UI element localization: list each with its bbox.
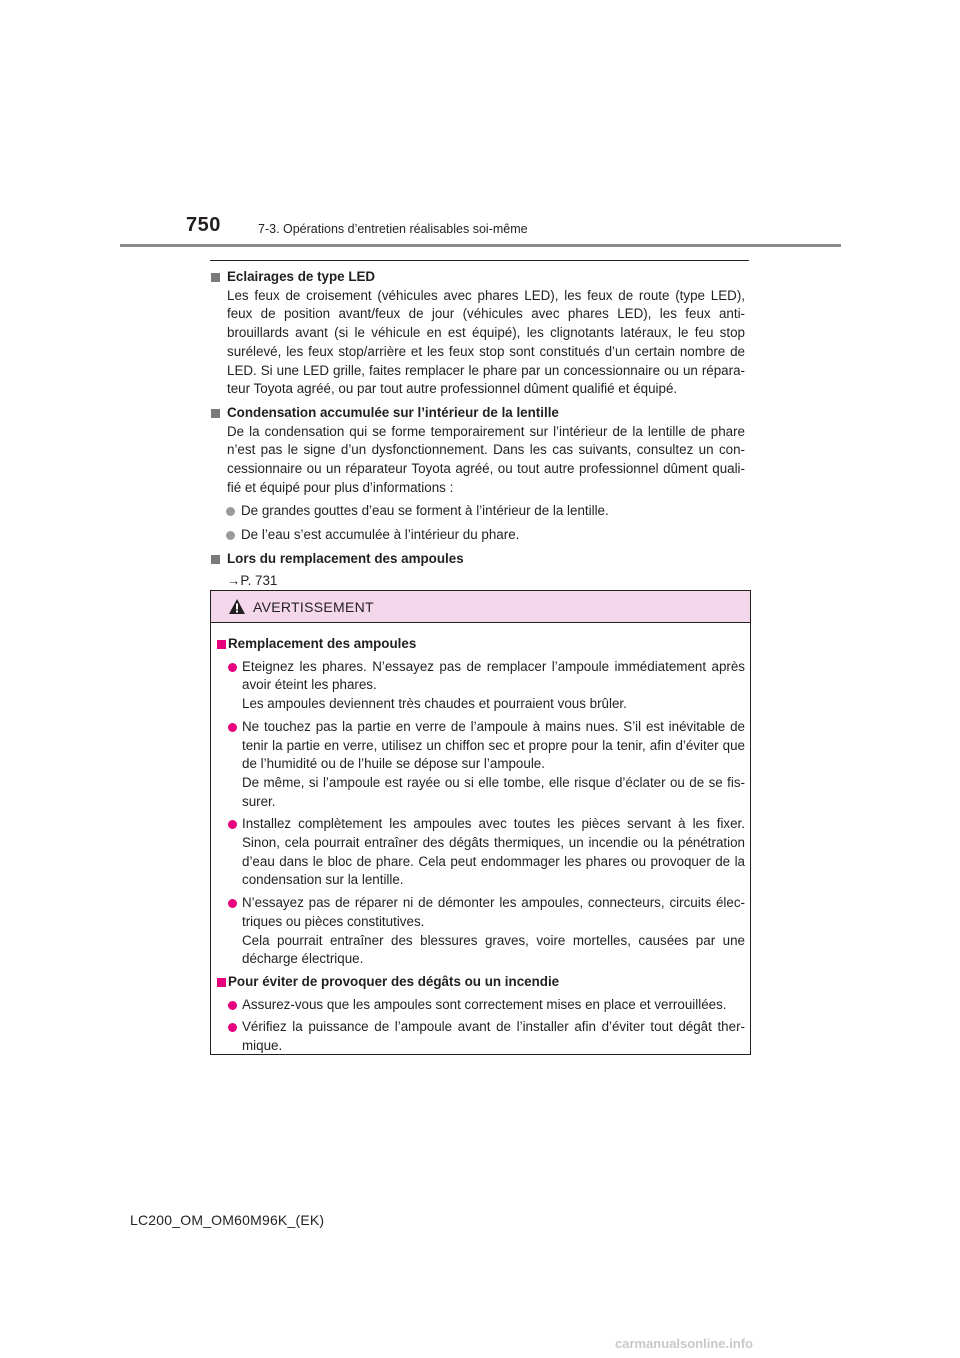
square-bullet-icon <box>217 978 226 987</box>
warning-box <box>210 590 751 1055</box>
watermark: carmanualsonline.info <box>615 1336 753 1351</box>
section-title: 7-3. Opérations d’entretien réalisables soi-même <box>258 222 528 236</box>
warning-list-item: Vérifiez la puissance de l’ampoule avant de l’installer afin d’éviter tout dégât ther-mique. <box>217 1018 745 1055</box>
warning-list-item: Eteignez les phares. N’essayez pas de remplacer l’ampoule immédiatement après avoir éteint les phares. Les ampoules deviennent très chaudes et pourraient vous brûler. <box>217 658 745 714</box>
header-divider <box>120 244 841 247</box>
main-content <box>210 268 745 590</box>
warning-header <box>211 591 750 623</box>
circle-bullet-icon <box>228 820 237 829</box>
warning-heading-replacement: Remplacement des ampoules <box>217 635 745 654</box>
square-bullet-icon <box>211 409 220 418</box>
circle-bullet-icon <box>228 899 237 908</box>
circle-bullet-icon <box>226 531 235 540</box>
circle-bullet-icon <box>228 1001 237 1010</box>
warning-list-item: Ne touchez pas la partie en verre de l’ampoule à mains nues. S’il est inévitable de tenir la partie en verre, utilisez un chiffon sec et propre pour la tenir, afin d’éviter que de l’humidité ou de l’huile se dépose sur l’ampoule. De même, si l’ampoule est rayée ou si elle tombe, elle risque d’éclater ou de se fis-surer. <box>217 718 745 812</box>
document-code: LC200_OM_OM60M96K_(EK) <box>130 1212 325 1228</box>
square-bullet-icon <box>217 640 226 649</box>
warning-triangle-icon <box>228 598 246 615</box>
list-item: De grandes gouttes d’eau se forment à l’intérieur de la lentille. <box>210 502 745 521</box>
square-bullet-icon <box>211 273 220 282</box>
content-divider <box>210 260 749 261</box>
page-number: 750 <box>186 214 221 236</box>
circle-bullet-icon <box>228 723 237 732</box>
list-item: De l’eau s’est accumulée à l’intérieur du phare. <box>210 526 745 545</box>
section-text-led: Les feux de croisement (véhicules avec phares LED), les feux de route (type LED), feux de position avant/feux de jour (véhicules avec phares LED), les feux anti-brouillards avant (si le véhicule en est équipé), les clignotants latéraux, le feu stop surélevé, les feux stop/arrière et les feux stop sont constitués d’un certain nombre de LED. Si une LED grille, faites remplacer le phare par un concessionnaire ou un répara-teur Toyota agréé, ou par tout autre professionnel dûment qualifié et équipé. <box>227 287 745 397</box>
page-reference-link[interactable]: →P. 731 <box>227 572 278 588</box>
square-bullet-icon <box>211 555 220 564</box>
warning-list-item: Assurez-vous que les ampoules sont correctement mises en place et verrouillées. <box>217 996 745 1015</box>
section-text-condensation: De la condensation qui se forme temporairement sur l’intérieur de la lentille de phare n’est pas le signe d’un dysfonctionnement. Dans les cas suivants, consultez un con-cessionnaire ou un réparateur Toyota agréé, ou tout autre professionnel dûment quali-fié et équipé pour plus d’informations : <box>227 423 745 495</box>
warning-list-item: Installez complètement les ampoules avec toutes les pièces servant à les fixer. Sinon, cela pourrait entraîner des dégâts thermiques, un incendie ou la pénétration d’eau dans le bloc de phare. Cela peut endommager les phares ou provoquer de la condensation sur la lentille. <box>217 815 745 890</box>
circle-bullet-icon <box>226 507 235 516</box>
circle-bullet-icon <box>228 1023 237 1032</box>
circle-bullet-icon <box>228 663 237 672</box>
warning-title: AVERTISSEMENT <box>253 599 374 615</box>
warning-body <box>217 635 745 1056</box>
warning-list-item: N’essayez pas de réparer ni de démonter les ampoules, connecteurs, circuits élec-triques ou pièces constitutives. Cela pourrait entraîner des blessures graves, voire mortelles, causées par une décharge électrique. <box>217 894 745 969</box>
section-heading-condensation: Condensation accumulée sur l’intérieur de la lentille <box>210 404 745 423</box>
warning-heading-fire: Pour éviter de provoquer des dégâts ou un incendie <box>217 973 745 992</box>
section-heading-replacement: Lors du remplacement des ampoules <box>210 550 745 569</box>
section-heading-led: Eclairages de type LED <box>210 268 745 287</box>
